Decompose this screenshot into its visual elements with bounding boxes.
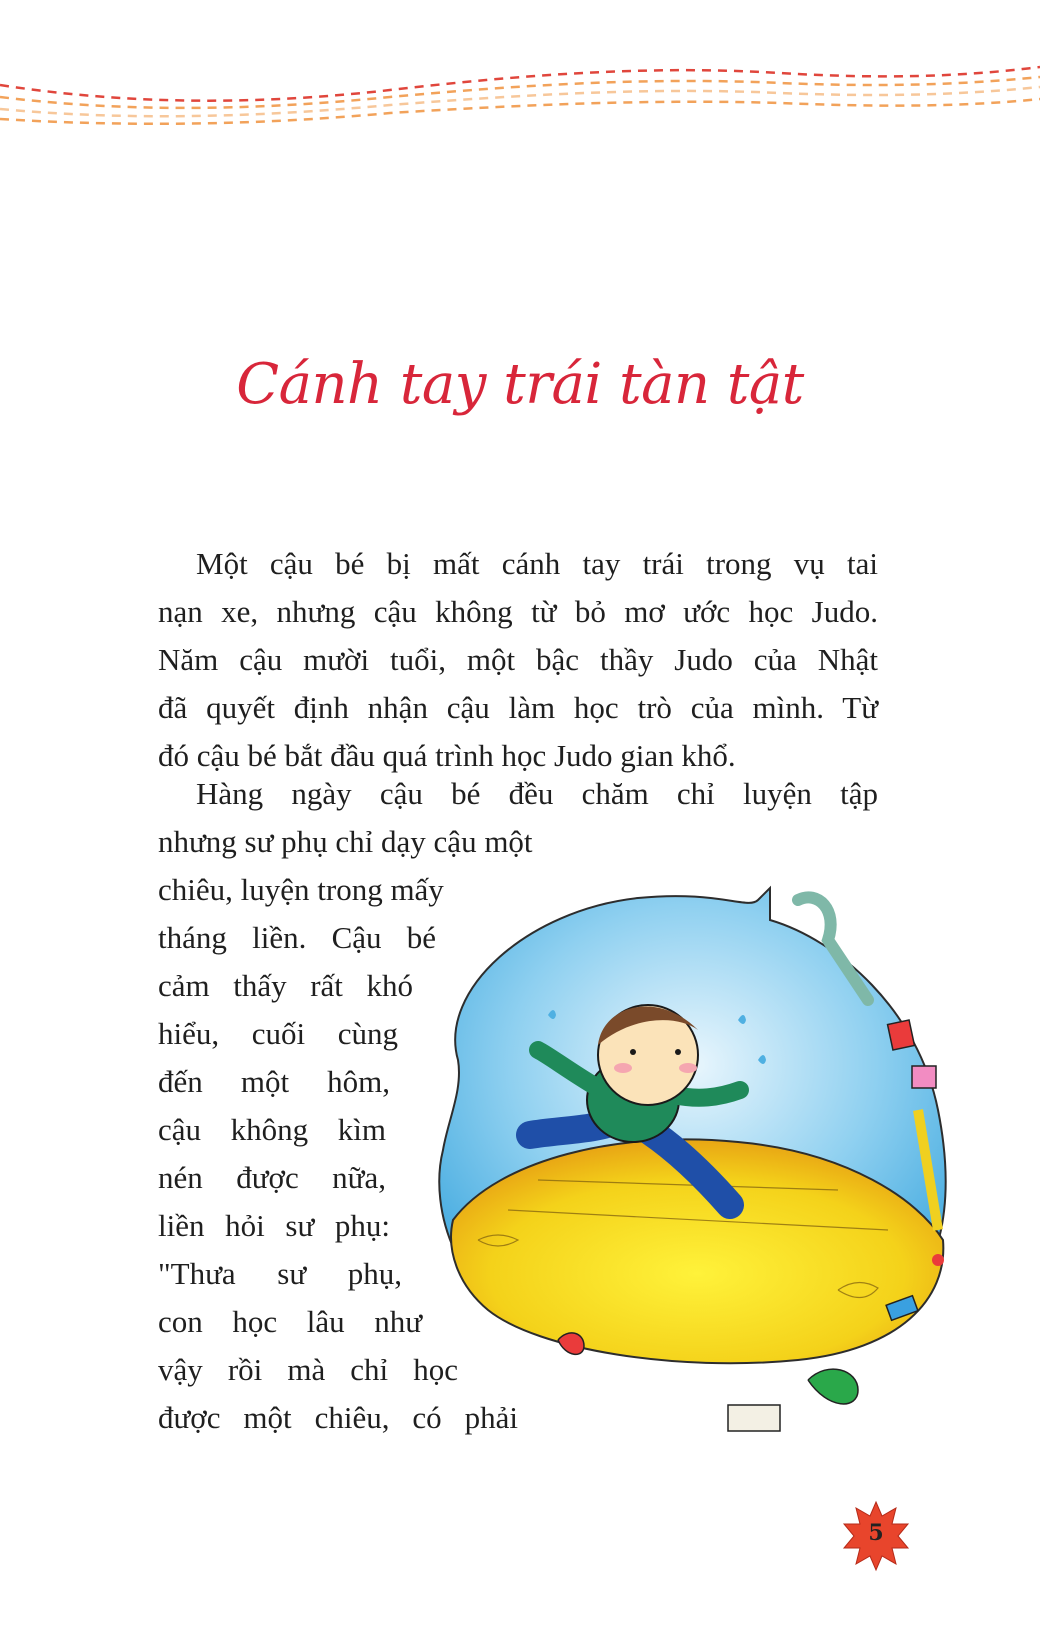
text-line: Hàng ngày cậu bé đều chăm chỉ luyện tập: [196, 776, 878, 811]
text-line: cảm thấy rất khó: [158, 968, 413, 1003]
text-line: đó cậu bé bắt đầu quá trình học Judo gian khổ.: [158, 738, 736, 773]
text-line: đến một hôm,: [158, 1064, 390, 1099]
text-line: nạn xe, nhưng cậu không từ bỏ mơ ước học Judo.: [158, 594, 878, 629]
text-line: "Thưa sư phụ,: [158, 1256, 402, 1291]
text-line: hiểu, cuối cùng: [158, 1016, 398, 1051]
page-number: 5: [868, 1520, 884, 1546]
boy-judo-illustration: [418, 880, 1018, 1500]
text-line: chiêu, luyện trong mấy: [158, 872, 444, 907]
decorative-wavy-border: [0, 55, 1040, 130]
text-line: nén được nữa,: [158, 1160, 386, 1195]
text-line: Một cậu bé bị mất cánh tay trái trong vụ tai: [196, 546, 878, 581]
text-line: đã quyết định nhận cậu làm học trò của mình. Từ: [158, 690, 878, 725]
page-number-badge: [840, 1500, 912, 1572]
story-title: Cánh tay trái tàn tật: [236, 352, 804, 417]
text-line: nhưng sư phụ chỉ dạy cậu một: [158, 824, 533, 859]
text-line: liền hỏi sư phụ:: [158, 1208, 390, 1243]
text-line: Năm cậu mười tuổi, một bậc thầy Judo của Nhật: [158, 642, 878, 677]
paragraph-1: [158, 540, 878, 780]
text-line: vậy rồi mà chỉ học: [158, 1352, 458, 1387]
text-line: tháng liền. Cậu bé: [158, 920, 436, 955]
text-line: được một chiêu, có phải: [158, 1400, 518, 1435]
text-line: cậu không kìm: [158, 1112, 386, 1147]
text-line: con học lâu như: [158, 1304, 422, 1339]
